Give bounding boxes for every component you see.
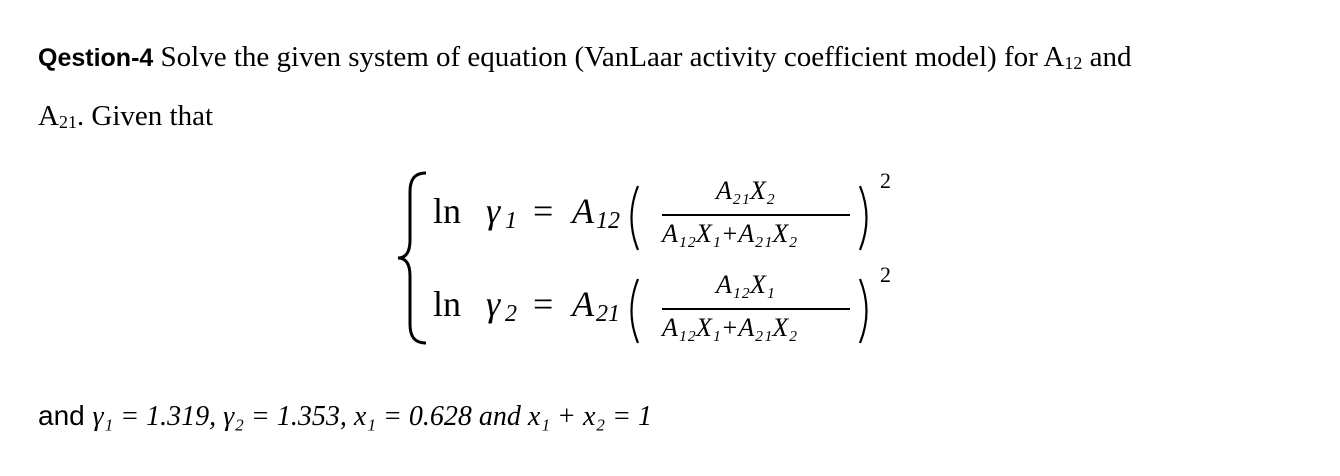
equals-sign: = — [533, 284, 554, 324]
ln-operator: ln — [433, 191, 462, 231]
equals-sign: = — [533, 191, 554, 231]
problem-text-given: . Given that — [76, 100, 214, 132]
fraction-bar — [662, 308, 850, 310]
given-values-line — [38, 400, 652, 433]
fraction-bar — [662, 214, 850, 216]
a21-symbol: A — [38, 100, 59, 132]
gamma-subscript: 2 — [505, 301, 517, 327]
left-paren-icon — [622, 183, 642, 253]
coefficient-symbol: A — [572, 191, 594, 231]
gamma-symbol: γ — [486, 284, 501, 324]
fraction-numerator: A₁₂X₁ — [716, 270, 775, 299]
fraction-denominator: A₁₂X₁+A₂₁X₂ — [662, 219, 798, 248]
left-paren-icon — [622, 276, 642, 346]
coefficient-symbol: A — [572, 284, 594, 324]
given-constraint: x₁ + x₂ = 1 — [520, 401, 653, 432]
fraction-numerator: A₂₁X₂ — [716, 176, 775, 205]
gamma-symbol: γ — [486, 191, 501, 231]
left-brace-icon — [392, 170, 432, 346]
exponent: 2 — [880, 168, 891, 193]
gamma-subscript: 1 — [505, 208, 517, 234]
right-paren-icon — [856, 183, 876, 253]
ln-operator: ln — [433, 284, 462, 324]
a12-subscript: 12 — [1064, 53, 1083, 74]
exponent: 2 — [880, 262, 891, 287]
given-values: γ₁ = 1.319, γ₂ = 1.353, x₁ = 0.628 — [92, 401, 479, 432]
problem-text-and: and — [1082, 41, 1132, 73]
a21-subscript: 21 — [58, 112, 77, 133]
problem-text: Solve the given system of equation (VanLaar activity coefficient model) for A — [153, 41, 1065, 73]
coefficient-subscript: 21 — [596, 301, 620, 327]
coefficient-subscript: 12 — [596, 208, 620, 234]
right-paren-icon — [856, 276, 876, 346]
question-label: Qestion-4 — [38, 44, 154, 72]
given-lead-word: and — [38, 400, 93, 431]
fraction-denominator: A₁₂X₁+A₂₁X₂ — [662, 313, 798, 342]
given-and-word: and — [478, 401, 521, 432]
